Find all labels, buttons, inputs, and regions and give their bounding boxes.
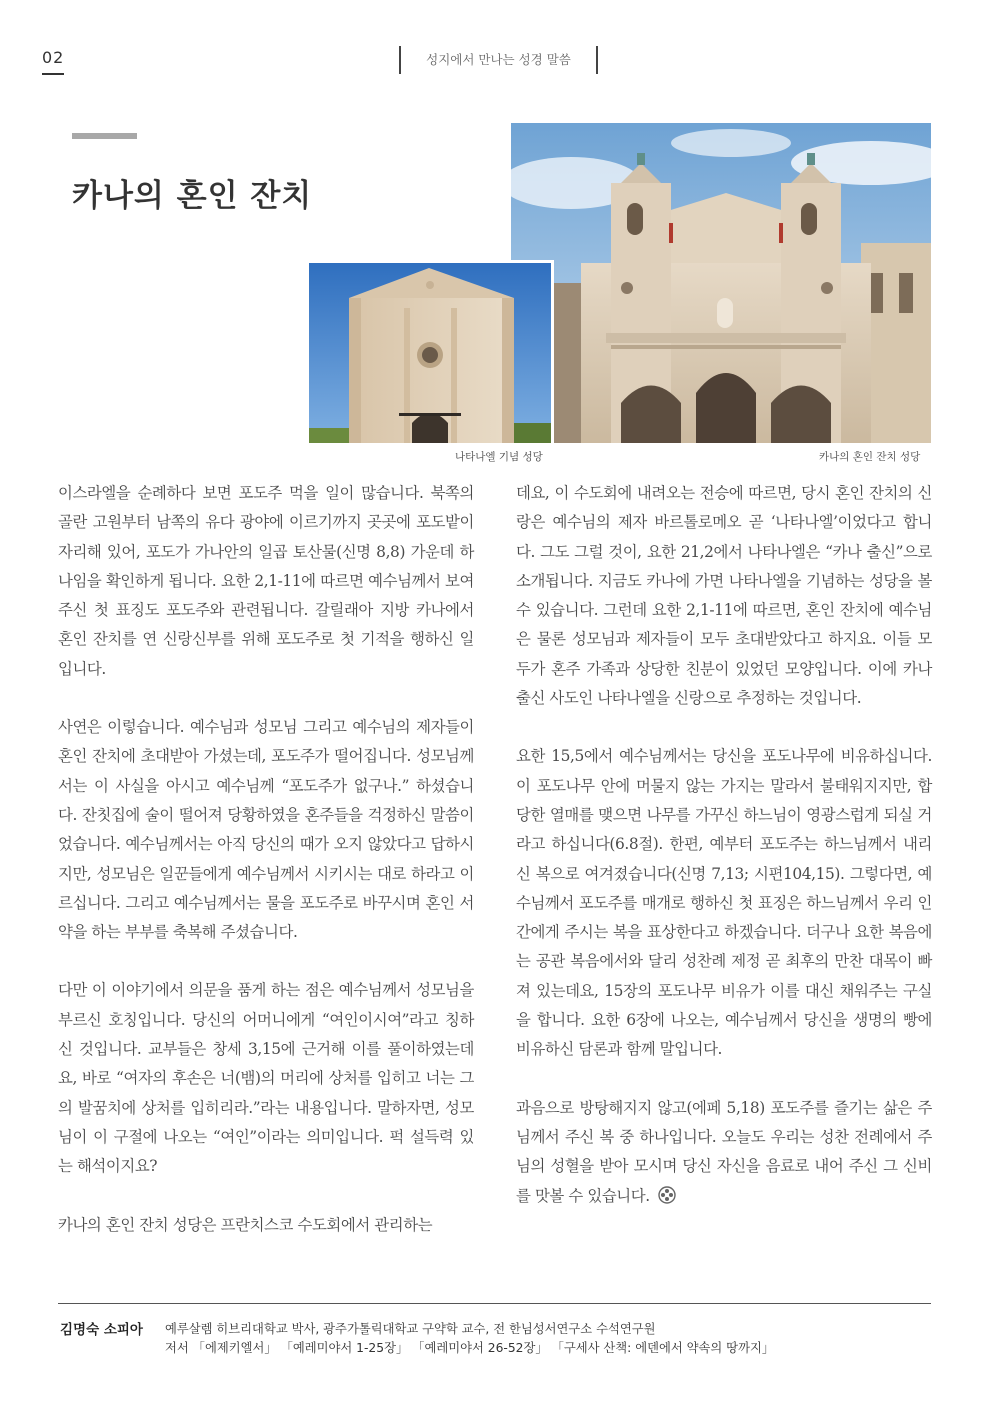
author-books: 저서 「에제키엘서」 「예레미야서 1-25장」 「예레미야서 26-52장」 「구세사 산책: 에덴에서 약속의 땅까지」 <box>165 1341 775 1355</box>
wedding-church-photo <box>511 123 931 443</box>
main-photo-caption: 카나의 혼인 잔치 성당 <box>819 451 921 463</box>
nathanael-church-photo <box>309 263 551 443</box>
title-accent-bar <box>72 133 137 139</box>
body-paragraph: 데요, 이 수도회에 내려오는 전승에 따르면, 당시 혼인 잔치의 신랑은 예수님의 제자 바르톨로메오 곧 ‘나타나엘’이었다고 합니다. 그도 그럴 것이, 요한 21,2에서 나타나엘은 “카나 출신”으로 소개됩니다. 지금도 카나에 가면 나타나엘을 기념하는 성당을 볼 수 있습니다. 그런데 요한 2,1-11에 따르면, 혼인 잔치에 예수님은 물론 성모님과 제자들이 모두 초대받았다고 하지요. 이들 모두가 혼주 가족과 상당한 친분이 있었던 모양입니다. 이에 카나 출신 사도인 나타나엘을 신랑으로 추정하는 것입니다. <box>516 484 932 708</box>
body-paragraph: 이스라엘을 순례하다 보면 포도주 먹을 일이 많습니다. 북쪽의 골란 고원부터 남쪽의 유다 광야에 이르기까지 곳곳에 포도밭이 자리해 있어, 포도가 가나안의 일곱 토산물(신명 8,8) 가운데 하나임을 확인하게 됩니다. 요한 2,1-11에 따르면 예수님께서 보여주신 첫 표징도 포도주와 관련됩니다. 갈릴래아 지방 카나에서 혼인 잔치를 연 신랑신부를 위해 포도주로 첫 기적을 행하신 일입니다. <box>58 484 474 678</box>
running-header: 성지에서 만나는 성경 말씀 <box>399 46 598 74</box>
author-name: 김명숙 소피아 <box>60 1322 143 1338</box>
body-paragraph: 카나의 혼인 잔치 성당은 프란치스코 수도회에서 관리하는 <box>58 1215 433 1234</box>
small-photo-caption: 나타나엘 기념 성당 <box>455 451 543 463</box>
article-title: 카나의 혼인 잔치 <box>72 178 313 214</box>
body-paragraph: 사연은 이렇습니다. 예수님과 성모님 그리고 예수님의 제자들이 혼인 잔치에 초대받아 가셨는데, 포도주가 떨어집니다. 성모님께서는 이 사실을 아시고 예수님께 “포도주가 없구나.” 하셨습니다. 잔칫집에 술이 떨어져 당황하였을 혼주들을 걱정하신 말씀이었습니다. 예수님께서는 아직 당신의 때가 오지 않았다고 답하시지만, 성모님은 일꾼들에게 예수님께서 시키시는 대로 하라고 이르십니다. 그리고 예수님께서는 물을 포도주로 바꾸시며 혼인 서약을 하는 부부를 축복해 주셨습니다. <box>58 718 474 942</box>
left-text-column <box>58 479 474 1240</box>
body-paragraph: 과음으로 방탕해지지 않고(에페 5,18) 포도주를 즐기는 삶은 주님께서 주신 복 중 하나입니다. 오늘도 우리는 성찬 전례에서 주님의 성혈을 받아 모시며 당신 자신을 음료로 내어 주신 그 신비를 맛볼 수 있습니다. <box>516 1098 932 1205</box>
footer-divider <box>58 1303 931 1304</box>
body-paragraph: 요한 15,5에서 예수님께서는 당신을 포도나무에 비유하십니다. 이 포도나무 안에 머물지 않는 가지는 말라서 불태워지지만, 합당한 열매를 맺으면 나무를 가꾸신 하느님이 영광스럽게 되실 거라고 하십니다(6.8절). 한편, 예부터 포도주는 하느님께서 내리신 복으로 여겨졌습니다(신명 7,13; 시편104,15). 그렇다면, 예수님께서 포도주를 매개로 행하신 첫 표징은 하느님께서 우리 인간에게 주시는 복을 표상한다고 하겠습니다. 더구나 요한 복음에는 공관 복음에서와 달리 성찬례 제정 곧 최후의 만찬 대목이 빠져 있는데요, 15장의 포도나무 비유가 이를 대신 채워주는 구실을 합니다. 요한 6장에 나오는, 예수님께서 당신을 생명의 빵에 비유하신 담론과 함께 말입니다. <box>516 747 932 1059</box>
author-credentials: 예루살렘 히브리대학교 박사, 광주가톨릭대학교 구약학 교수, 전 한님성서연구소 수석연구원 <box>165 1322 656 1336</box>
flower-ornament-icon <box>658 1185 676 1214</box>
body-paragraph: 다만 이 이야기에서 의문을 품게 하는 점은 예수님께서 성모님을 부르신 호칭입니다. 당신의 어머니에게 “여인이시여”라고 칭하신 것입니다. 교부들은 창세 3,15에 근거해 이를 풀이하였는데요, 바로 “여자의 후손은 너(뱀)의 머리에 상처를 입히고 너는 그의 발꿈치에 상처를 입히리라.”라는 내용입니다. 말하자면, 성모님이 이 구절에 나오는 “여인”이라는 의미입니다. 퍽 설득력 있는 해석이지요? <box>58 981 474 1176</box>
page-number: 02 <box>42 48 64 75</box>
right-text-column <box>516 479 932 1214</box>
